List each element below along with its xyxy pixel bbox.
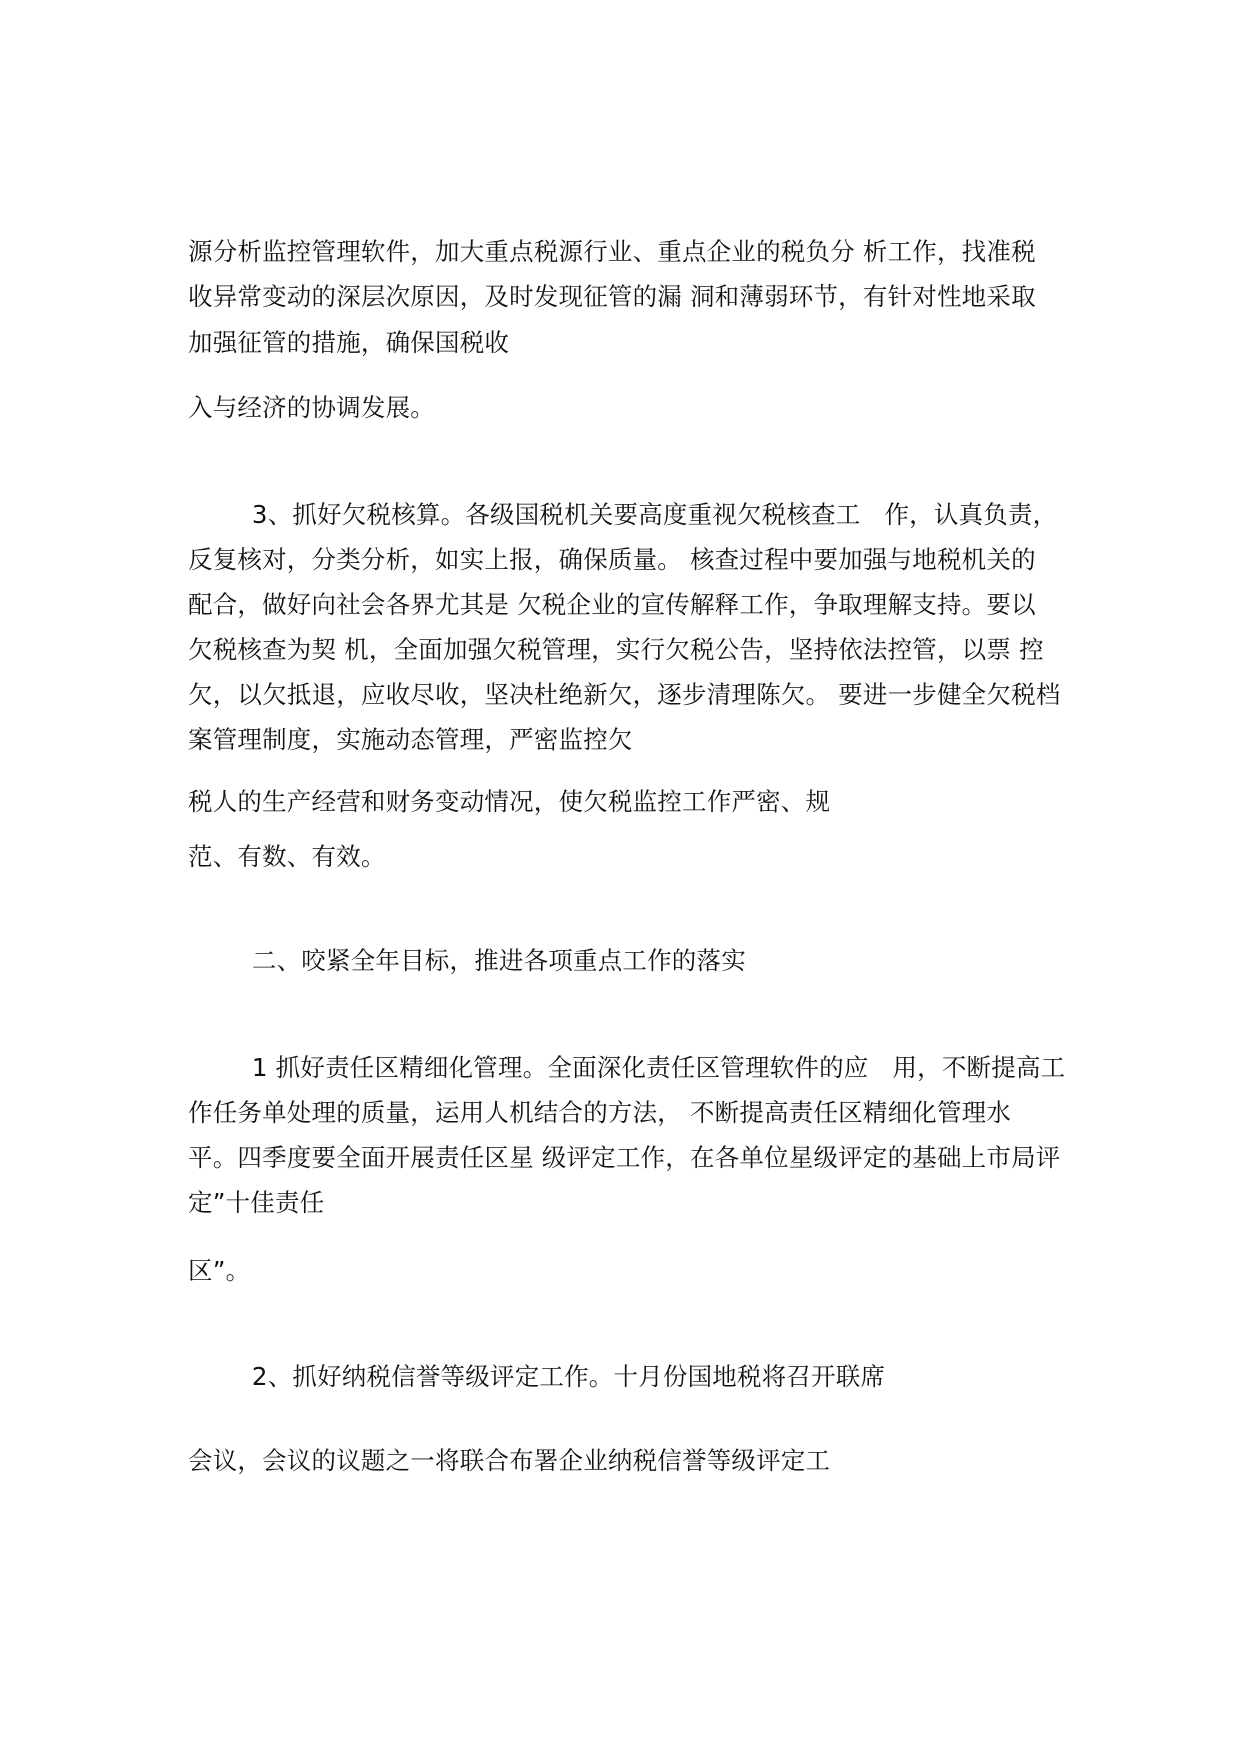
section-heading: 二、咬紧全年目标，推进各项重点工作的落实 <box>188 946 746 975</box>
text-line: 1 抓好责任区精细化管理。全面深化责任区管理软件的应 用，不断提高工 <box>188 1053 1066 1082</box>
text-line: 收异常变动的深层次原因，及时发现征管的漏 洞和薄弱环节，有针对性地采取 <box>188 282 1036 311</box>
text-line: 范、有数、有效。 <box>188 842 386 871</box>
text-line: 入与经济的协调发展。 <box>188 393 435 422</box>
text-line: 加强征管的措施，确保国税收 <box>188 328 510 357</box>
text-line: 反复核对，分类分析，如实上报，确保质量。 核查过程中要加强与地税机关的 <box>188 545 1036 574</box>
text-line: 定”十佳责任 <box>188 1188 325 1217</box>
text-line: 税人的生产经营和财务变动情况，使欠税监控工作严密、规 <box>188 787 831 816</box>
text-line: 平。四季度要全面开展责任区星 级评定工作，在各单位星级评定的基础上市局评 <box>188 1143 1061 1172</box>
text-line: 案管理制度，实施动态管理，严密监控欠 <box>188 725 633 754</box>
text-line: 3、抓好欠税核算。各级国税机关要高度重视欠税核查工 作，认真负责， <box>188 500 1058 529</box>
text-line: 欠，以欠抵退，应收尽收，坚决杜绝新欠，逐步清理陈欠。 要进一步健全欠税档 <box>188 680 1061 709</box>
text-line: 源分析监控管理软件，加大重点税源行业、重点企业的税负分 析工作，找准税 <box>188 237 1036 266</box>
text-line: 欠税核查为契 机，全面加强欠税管理，实行欠税公告，坚持依法控管，以票 控 <box>188 635 1044 664</box>
text-line: 区”。 <box>188 1256 251 1285</box>
text-line: 配合，做好向社会各界尤其是 欠税企业的宣传解释工作，争取理解支持。要以 <box>188 590 1036 619</box>
text-line: 会议，会议的议题之一将联合布署企业纳税信誉等级评定工 <box>188 1446 831 1475</box>
text-line: 2、抓好纳税信誉等级评定工作。十月份国地税将召开联席 <box>188 1362 886 1391</box>
text-line: 作任务单处理的质量，运用人机结合的方法， 不断提高责任区精细化管理水 <box>188 1098 1012 1127</box>
